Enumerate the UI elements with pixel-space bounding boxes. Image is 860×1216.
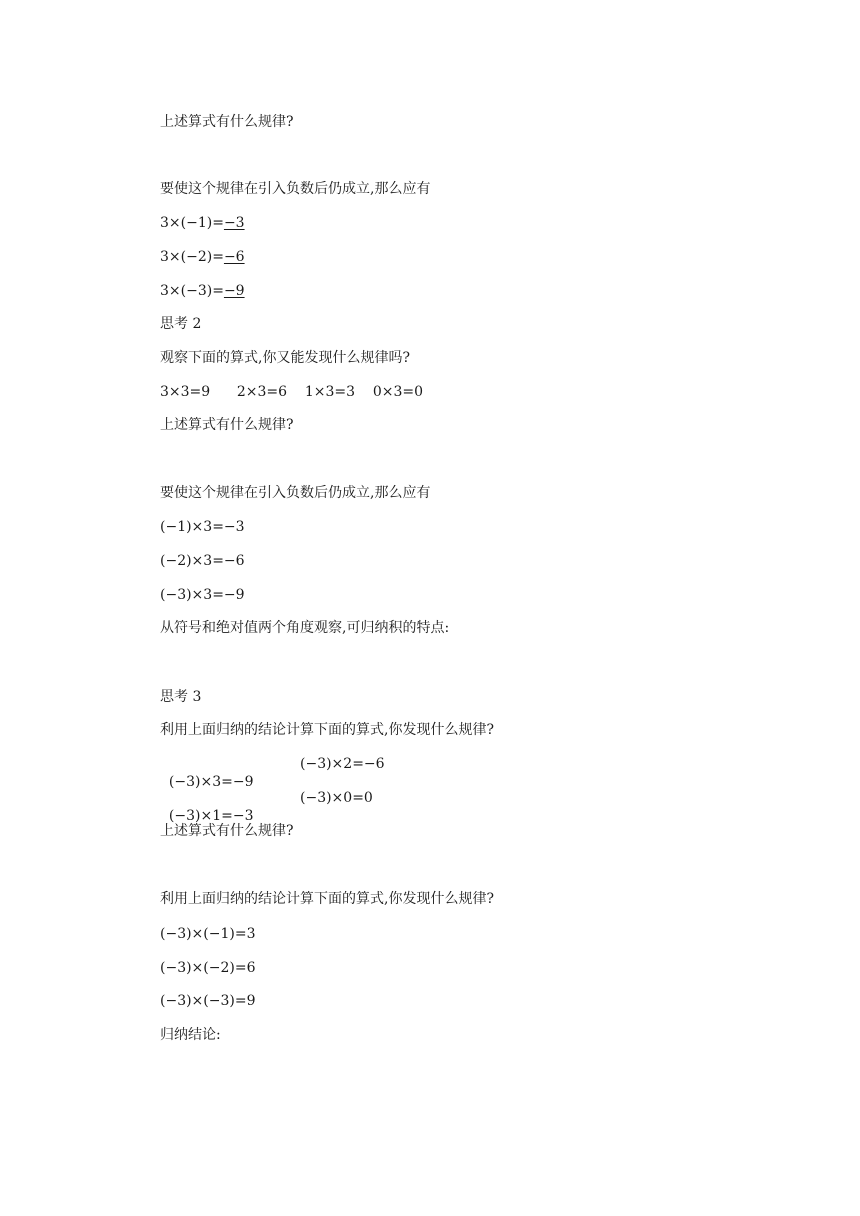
equation-lhs: 3×(−1)= xyxy=(160,215,224,231)
conclusion: 归纳结论: xyxy=(160,1027,221,1043)
intro-1: 要使这个规律在引入负数后仍成立,那么应有 xyxy=(160,181,431,197)
equation-2 xyxy=(160,248,245,266)
equation-7b: (−3)×2=−6 xyxy=(300,756,385,772)
summary: 从符号和绝对值两个角度观察,可归纳积的特点: xyxy=(160,620,450,636)
question-1: 上述算式有什么规律? xyxy=(160,114,294,130)
equation-lhs: 3×(−2)= xyxy=(160,249,224,265)
use-2: 利用上面归纳的结论计算下面的算式,你发现什么规律? xyxy=(160,891,494,907)
equation-10: (−3)×(−2)=6 xyxy=(160,960,256,976)
equation-8a: (−3)×1=−3 xyxy=(168,808,254,824)
equation-3 xyxy=(160,282,245,300)
equation-7a: (−3)×3=−9 xyxy=(168,774,254,790)
equation-answer: −3 xyxy=(223,215,245,231)
equation-8b: (−3)×0=0 xyxy=(300,790,373,806)
question-2: 上述算式有什么规律? xyxy=(160,417,294,433)
equation-answer: −6 xyxy=(223,249,245,265)
equation-9: (−3)×(−1)=3 xyxy=(160,926,256,942)
observe-2: 观察下面的算式,你又能发现什么规律吗? xyxy=(160,350,410,366)
equation-1 xyxy=(160,214,245,232)
equation-row-2: 3×3=9 2×3=6 1×3=3 0×3=0 xyxy=(160,384,424,400)
equation-lhs: 3×(−3)= xyxy=(160,283,224,299)
think-3-heading: 思考 3 xyxy=(160,689,202,705)
equation-11: (−3)×(−3)=9 xyxy=(160,993,256,1009)
intro-2: 要使这个规律在引入负数后仍成立,那么应有 xyxy=(160,485,431,501)
equation-4: (−1)×3=−3 xyxy=(160,519,245,535)
equation-6: (−3)×3=−9 xyxy=(160,587,245,603)
equation-5: (−2)×3=−6 xyxy=(160,553,245,569)
use-1: 利用上面归纳的结论计算下面的算式,你发现什么规律? xyxy=(160,722,494,738)
think-2-heading: 思考 2 xyxy=(160,316,202,332)
equation-answer: −9 xyxy=(223,283,245,299)
question-3: 上述算式有什么规律? xyxy=(160,823,294,839)
